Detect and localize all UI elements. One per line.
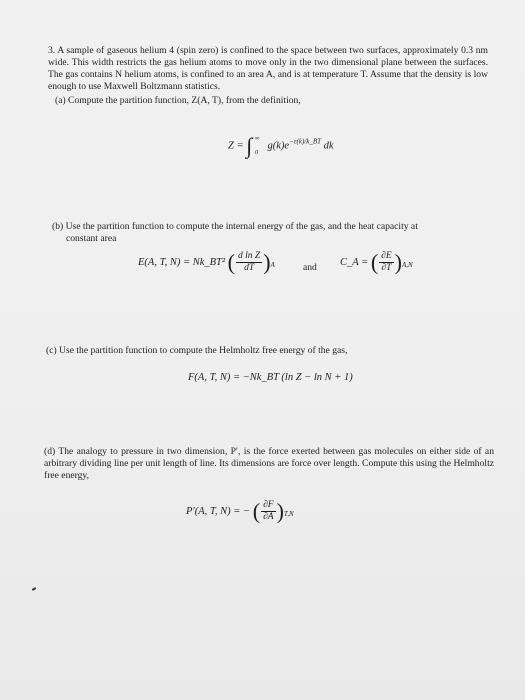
part-c-text: (c) Use the partition function to compute the Helmholtz free energy of the gas,	[46, 345, 348, 356]
eq-b2-lhs: C_A =	[340, 256, 369, 268]
part-b-text-2: constant area	[66, 233, 117, 244]
eq-a-body: g(k)e	[267, 140, 290, 152]
integral-sign: ∫	[246, 133, 253, 158]
part-b-and: and	[303, 262, 317, 273]
integral-limits	[255, 132, 265, 160]
lower-limit: 0	[254, 149, 259, 156]
problem-intro: 3. A sample of gaseous helium 4 (spin zero) is confined to the space between two surfaces, approximately 0.3 nm wide. This width restricts the gas helium atoms to move only in the two dimensional plane between the surfaces. The gas contains N helium atoms, is confined to an area A, and is at temperature T. Assume that the density is low enough to use Maxwell Boltzmann statistics.	[48, 45, 488, 92]
eq-b1-lhs: E(A, T, N) = Nk_BT²	[138, 256, 226, 268]
eq-a-exponent: −ε(k)/k_BT	[289, 137, 322, 146]
part-b-equation-heat-capacity: C_A = ( $\frac{\partial E}{\partial T}$ )$_{A,N}$	[340, 249, 413, 275]
eq-a-lhs: Z =	[228, 140, 244, 152]
part-a-text: (a) Compute the partition function, Z(A, T), from the definition,	[55, 95, 301, 106]
eq-b2-denominator: ∂T	[381, 263, 392, 273]
eq-b2-numerator: ∂E	[381, 251, 392, 261]
upper-limit: ∞	[254, 135, 260, 142]
eq-d-subscript: T,N	[283, 509, 294, 518]
eq-b1-subscript: A	[270, 260, 275, 269]
pen-mark	[32, 587, 36, 591]
eq-b1-denominator: dT	[244, 263, 255, 273]
eq-d-lhs: P′(A, T, N) = −	[186, 505, 251, 517]
part-d-text: (d) The analogy to pressure in two dimension, P′, is the force exerted between gas molecules on either side of an arbitrary dividing line per unit length of line. Its dimensions are force over length. Compute this using the Helmholtz free energy,	[44, 446, 494, 481]
eq-d-denominator: ∂A	[263, 512, 274, 522]
part-b-text: (b) Use the partition function to compute the internal energy of the gas, and the heat capacity at	[52, 221, 418, 232]
part-c-equation: F(A, T, N) = −Nk_BT (ln Z − ln N + 1)	[188, 372, 353, 383]
eq-b1-numerator: d ln Z	[238, 251, 261, 261]
part-a-equation	[228, 132, 334, 160]
eq-b2-subscript: A,N	[401, 260, 413, 269]
eq-a-dk: dk	[323, 140, 334, 152]
part-b-equation-energy: E(A, T, N) = Nk_BT² ( $\frac{\text{d ln Z}}{dT}$ )$_A$	[138, 249, 275, 275]
part-d-equation: P′(A, T, N) = − ( $\frac{\partial F}{\partial A}$ )$_{T,N}$	[186, 498, 294, 524]
eq-d-numerator: ∂F	[263, 500, 274, 510]
